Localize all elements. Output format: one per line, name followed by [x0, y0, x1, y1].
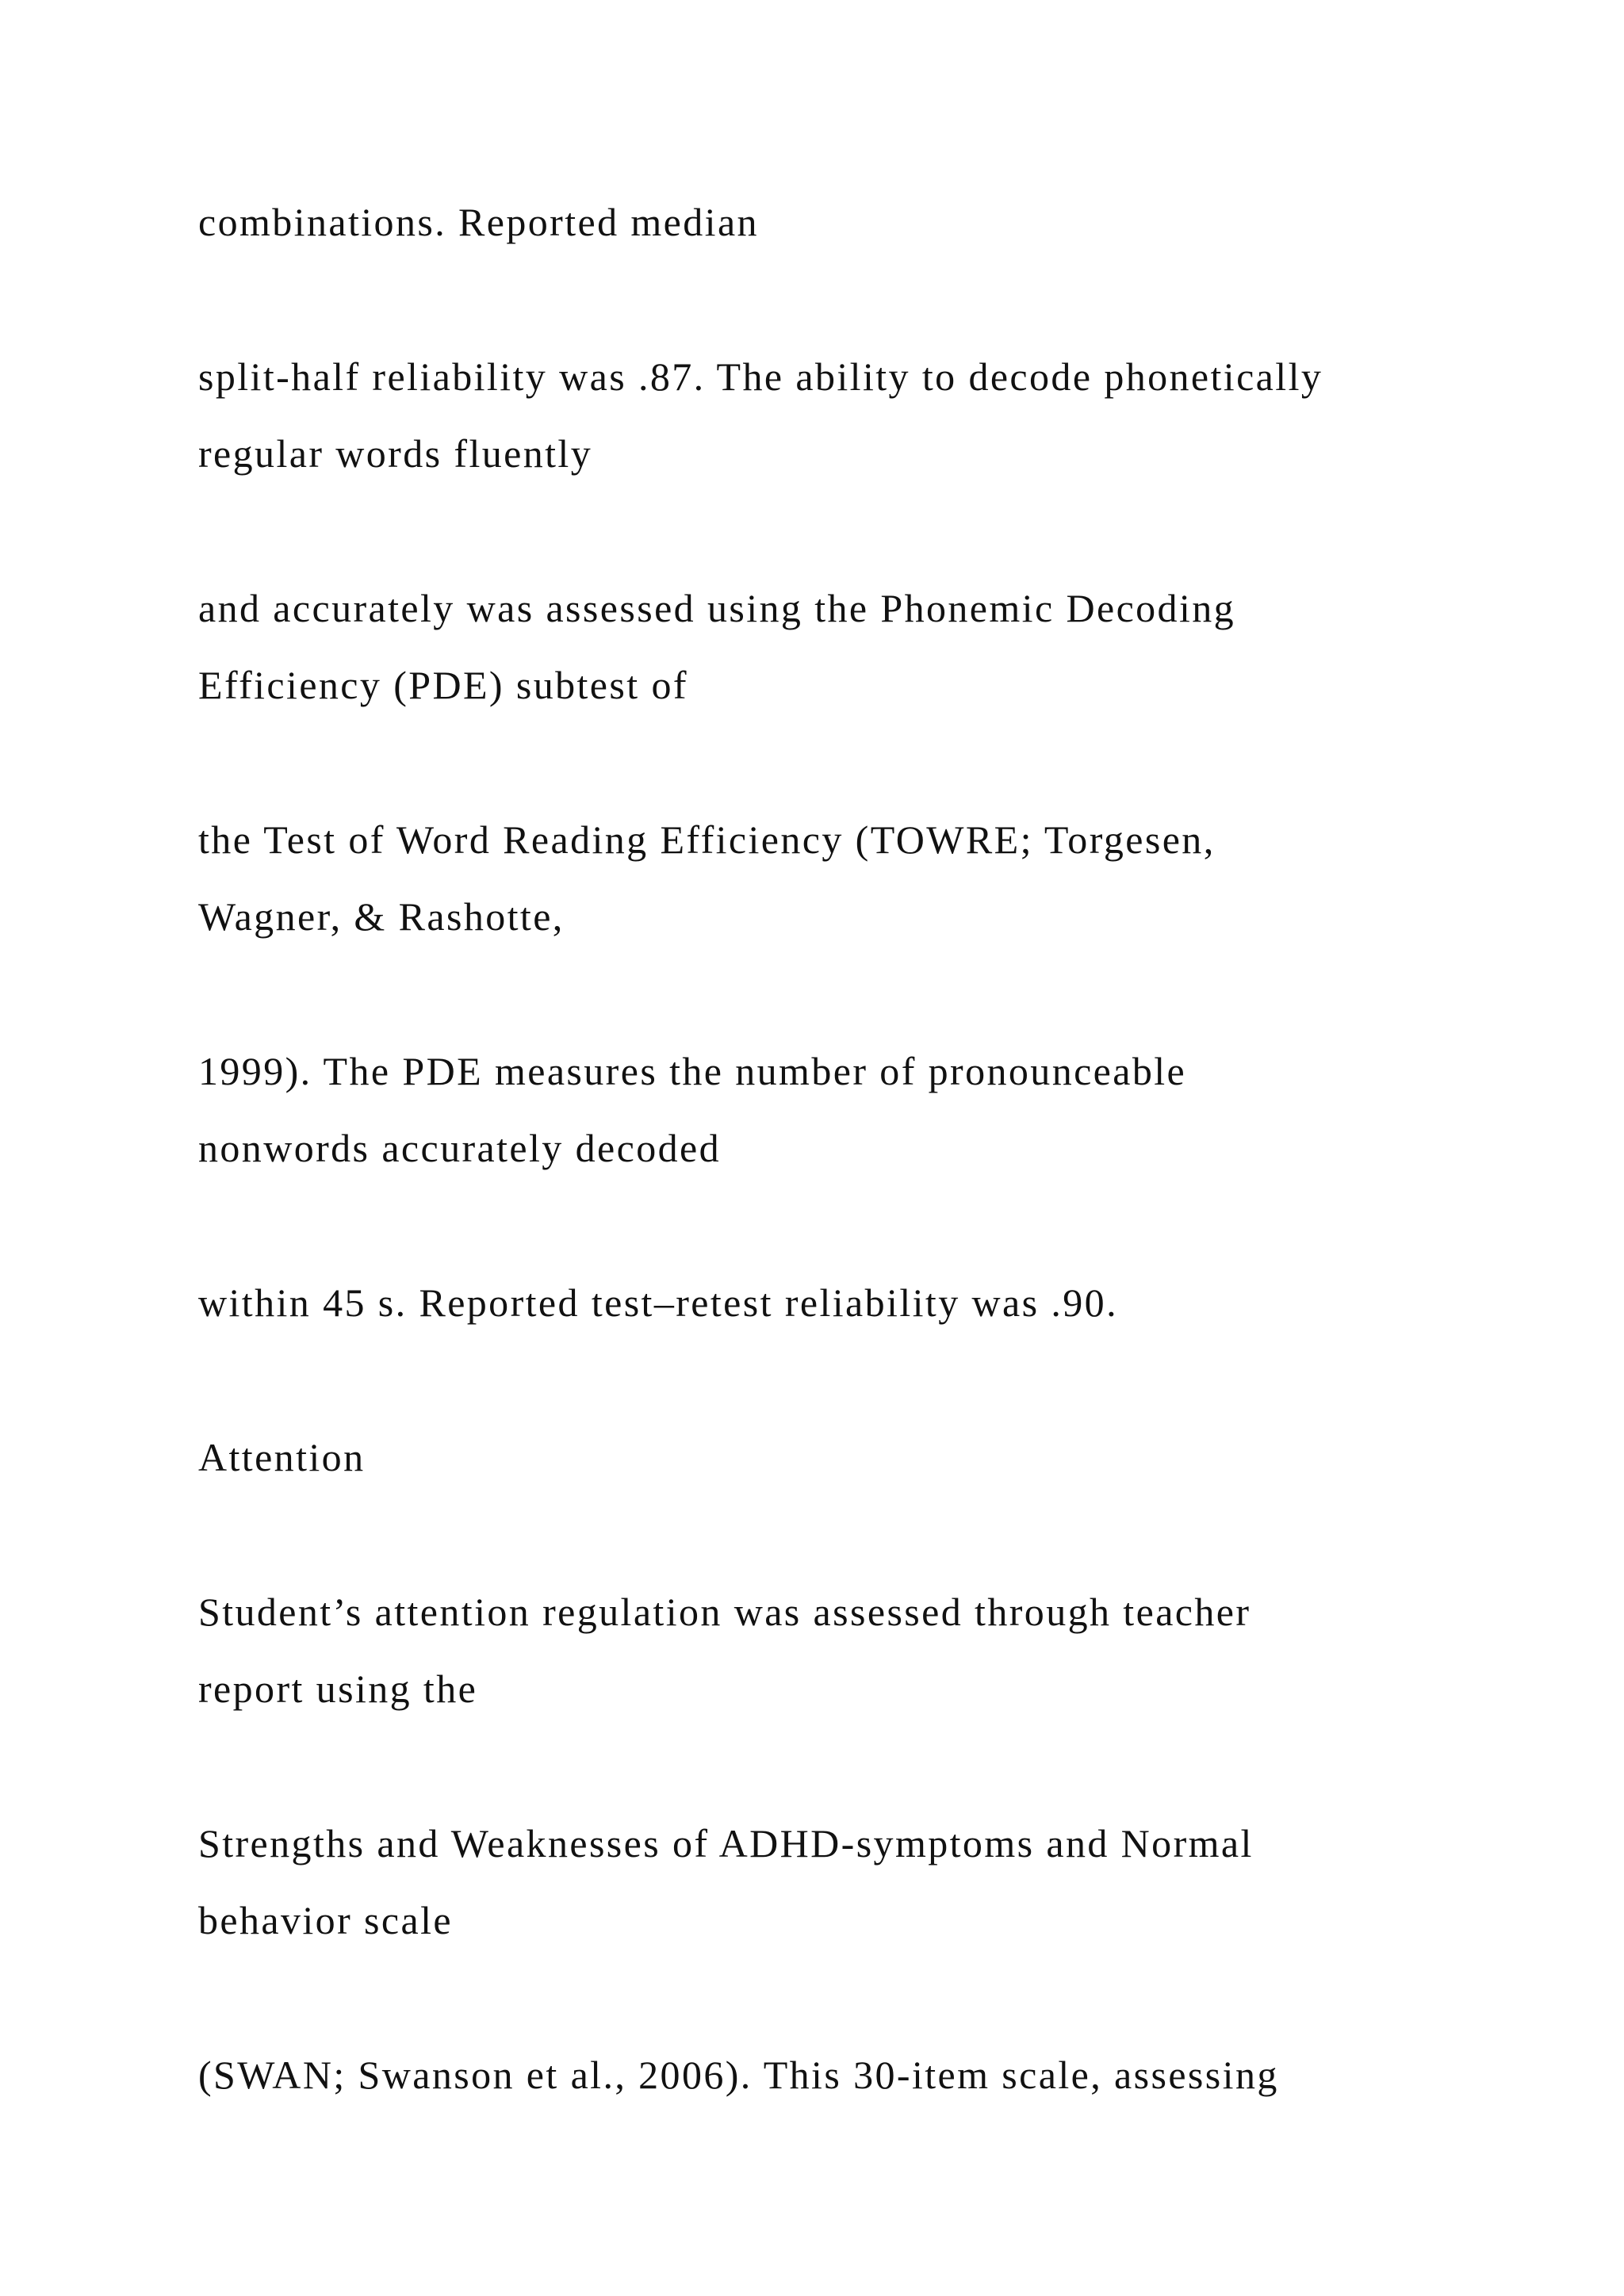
text-line: regular words fluently: [198, 431, 593, 476]
text-line: nonwords accurately decoded: [198, 1126, 721, 1170]
text-line: (SWAN; Swanson et al., 2006). This 30-item scale, assessing: [198, 2053, 1279, 2097]
section-heading: Attention: [198, 1435, 366, 1479]
text-line: combinations. Reported median: [198, 200, 759, 244]
text-line: Student’s attention regulation was assessed through teacher: [198, 1590, 1251, 1634]
text-line: the Test of Word Reading Efficiency (TOWRE; Torgesen,: [198, 817, 1216, 862]
text-line: split-half reliability was .87. The ability to decode phonetically: [198, 354, 1323, 399]
text-line: Strengths and Weaknesses of ADHD-symptoms and Normal: [198, 1821, 1254, 1866]
text-line: Efficiency (PDE) subtest of: [198, 663, 688, 707]
text-line: and accurately was assessed using the Phonemic Decoding: [198, 586, 1236, 630]
text-line: within 45 s. Reported test–retest reliability was .90.: [198, 1280, 1118, 1325]
text-line: 1999). The PDE measures the number of pronounceable: [198, 1049, 1187, 1093]
text-line: behavior scale: [198, 1898, 453, 1942]
text-line: Wagner, & Rashotte,: [198, 894, 565, 939]
text-line: report using the: [198, 1667, 478, 1711]
